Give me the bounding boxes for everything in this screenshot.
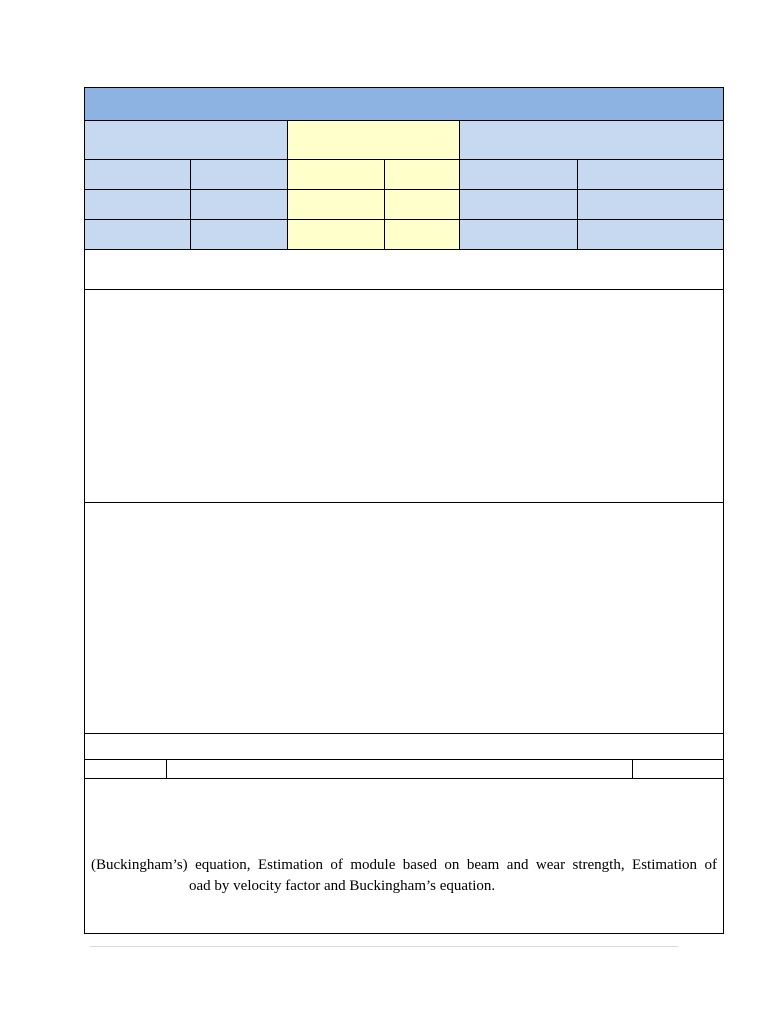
course-content-header (84, 733, 724, 760)
course-objectives-section (84, 289, 724, 503)
grid-cell (84, 219, 191, 250)
grid-cell (84, 159, 191, 190)
module-hours-cell (632, 759, 724, 779)
module-content-text (91, 855, 717, 897)
prerequisite-row (84, 249, 724, 290)
grid-cell (577, 159, 724, 190)
syllabus-document (84, 87, 724, 933)
grid-cell (577, 189, 724, 220)
grid-cell (287, 159, 385, 190)
module-content-cell (84, 778, 724, 934)
grid-cell (384, 189, 460, 220)
grid-cell (287, 189, 385, 220)
course-outcomes-section (84, 502, 724, 734)
grid-cell (190, 219, 288, 250)
grid-cell (459, 189, 578, 220)
grid-cell (287, 219, 385, 250)
module-title-cell (166, 759, 633, 779)
grid-cell (459, 219, 578, 250)
content-line: (Buckingham’s) equation, Estimation of module based on beam and wear strength, Estimation of (91, 857, 717, 873)
grid-cell (459, 159, 578, 190)
scheme-block (287, 120, 460, 160)
grid-cell (190, 159, 288, 190)
module-number-cell (84, 759, 167, 779)
footer-divider (90, 946, 678, 947)
course-code-block (84, 120, 288, 160)
content-line: oad by velocity factor and Buckingham’s equation. (189, 878, 496, 894)
grid-cell (577, 219, 724, 250)
grid-cell (84, 189, 191, 220)
course-title-bar (84, 87, 724, 121)
grid-cell (384, 159, 460, 190)
grid-cell (190, 189, 288, 220)
grid-cell (384, 219, 460, 250)
course-name-block (459, 120, 724, 160)
